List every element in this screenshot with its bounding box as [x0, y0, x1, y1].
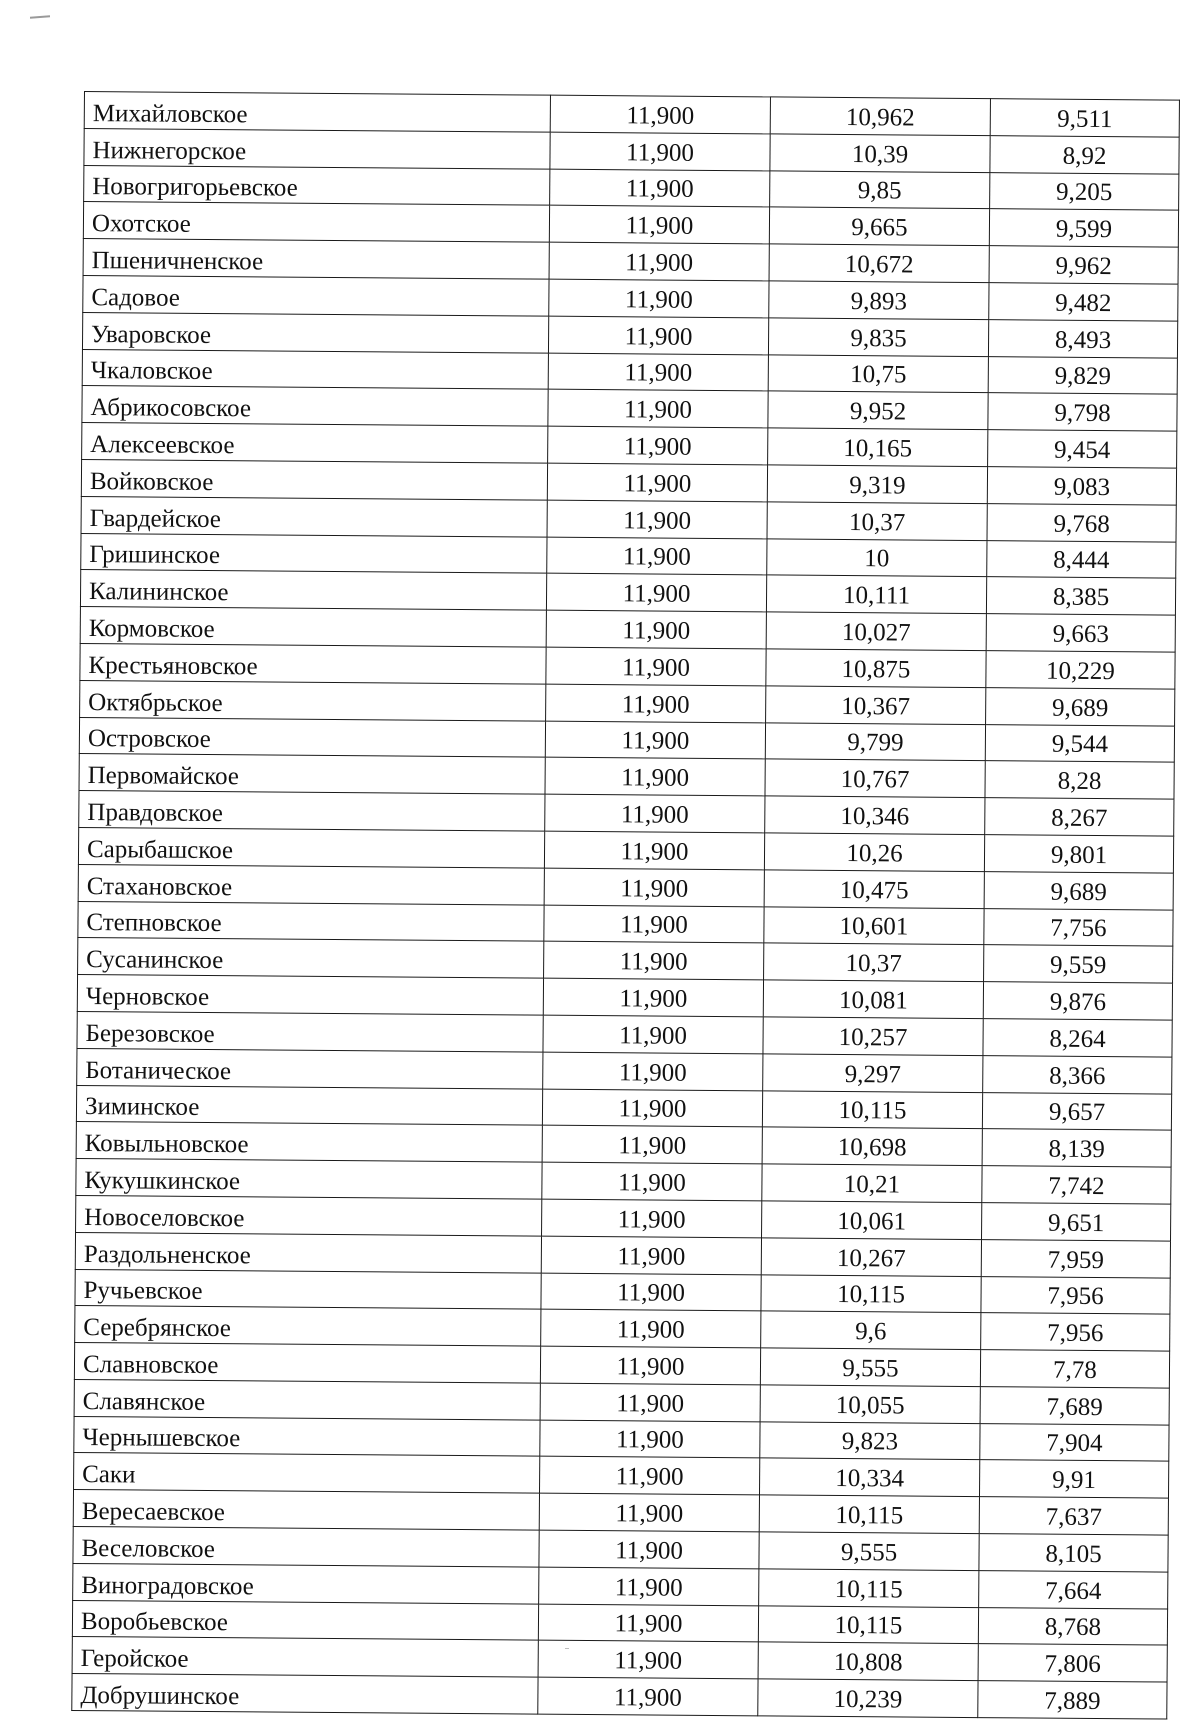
- value-2-cell: 9,799: [765, 722, 985, 761]
- value-2-cell: 10,26: [764, 833, 984, 872]
- value-1-cell: 11,900: [549, 242, 769, 281]
- value-3-cell: 7,689: [980, 1386, 1169, 1424]
- value-1-cell: 11,900: [539, 1493, 759, 1532]
- settlement-name-cell: Саки: [74, 1453, 540, 1493]
- settlement-name-cell: Гвардейское: [81, 496, 547, 536]
- value-1-cell: 11,900: [545, 721, 765, 760]
- settlements-table: [71, 91, 1180, 1720]
- value-3-cell: 9,544: [985, 724, 1174, 762]
- value-3-cell: 9,559: [984, 945, 1173, 983]
- value-2-cell: 10,767: [765, 759, 985, 798]
- value-3-cell: 8,267: [985, 798, 1174, 836]
- value-3-cell: 7,78: [980, 1350, 1169, 1388]
- value-3-cell: 9,454: [988, 430, 1177, 468]
- value-2-cell: 10,115: [762, 1090, 982, 1129]
- value-1-cell: 11,900: [544, 905, 764, 944]
- value-2-cell: 10,875: [766, 649, 986, 688]
- value-1-cell: 11,900: [547, 463, 767, 502]
- value-1-cell: 11,900: [541, 1236, 761, 1275]
- value-1-cell: 11,900: [544, 941, 764, 980]
- value-3-cell: 9,829: [988, 356, 1177, 394]
- value-2-cell: 10,21: [762, 1164, 982, 1203]
- value-2-cell: 10,165: [768, 428, 988, 467]
- value-2-cell: 9,555: [759, 1532, 979, 1571]
- value-2-cell: 10,39: [770, 134, 990, 173]
- value-1-cell: 11,900: [539, 1530, 759, 1569]
- settlement-name-cell: Пшеничненское: [83, 239, 549, 279]
- settlement-name-cell: Степновское: [78, 901, 544, 941]
- value-2-cell: 10,239: [758, 1679, 978, 1718]
- value-1-cell: 11,900: [549, 279, 769, 318]
- value-1-cell: 11,900: [546, 574, 766, 613]
- value-2-cell: 10,115: [759, 1495, 979, 1534]
- value-3-cell: 7,956: [981, 1313, 1170, 1351]
- value-1-cell: 11,900: [540, 1346, 760, 1385]
- value-1-cell: 11,900: [547, 500, 767, 539]
- settlement-name-cell: Добрушинское: [72, 1674, 538, 1714]
- value-2-cell: 10,75: [768, 354, 988, 393]
- settlement-name-cell: Серебрянское: [75, 1306, 541, 1346]
- settlement-name-cell: Раздольненское: [75, 1232, 541, 1272]
- value-1-cell: 11,900: [547, 537, 767, 576]
- value-2-cell: 10,808: [758, 1642, 978, 1681]
- value-2-cell: 10,115: [761, 1274, 981, 1313]
- settlement-name-cell: Чернышевское: [74, 1416, 540, 1456]
- value-3-cell: 9,768: [987, 503, 1176, 541]
- value-2-cell: 10,257: [763, 1017, 983, 1056]
- value-3-cell: 8,264: [983, 1019, 1172, 1057]
- settlement-name-cell: Воробьевское: [72, 1600, 538, 1640]
- value-2-cell: 9,823: [760, 1422, 980, 1461]
- settlement-name-cell: Новогригорьевское: [84, 165, 550, 205]
- value-3-cell: 8,139: [982, 1129, 1171, 1167]
- settlement-name-cell: Славновское: [74, 1343, 540, 1383]
- value-3-cell: 9,91: [979, 1460, 1168, 1498]
- value-2-cell: 9,85: [770, 170, 990, 209]
- settlement-name-cell: Калининское: [80, 570, 546, 610]
- settlement-name-cell: Виноградовское: [73, 1563, 539, 1603]
- value-3-cell: 7,742: [982, 1166, 1171, 1204]
- settlement-name-cell: Сарыбашское: [78, 827, 544, 867]
- value-3-cell: 9,689: [986, 687, 1175, 725]
- settlement-name-cell: Черновское: [77, 975, 543, 1015]
- value-1-cell: 11,900: [548, 316, 768, 355]
- settlement-name-cell: Березовское: [77, 1011, 543, 1051]
- value-2-cell: 10,37: [764, 943, 984, 982]
- value-1-cell: 11,900: [541, 1309, 761, 1348]
- settlement-name-cell: Славянское: [74, 1379, 540, 1419]
- settlement-name-cell: Вересаевское: [73, 1490, 539, 1530]
- value-2-cell: 9,952: [768, 391, 988, 430]
- value-3-cell: 9,482: [989, 283, 1178, 321]
- value-2-cell: 9,893: [769, 281, 989, 320]
- settlement-name-cell: Кормовское: [80, 607, 546, 647]
- value-1-cell: 11,900: [548, 353, 768, 392]
- value-3-cell: 9,689: [984, 871, 1173, 909]
- value-3-cell: 9,801: [984, 835, 1173, 873]
- value-1-cell: 11,900: [546, 610, 766, 649]
- settlement-name-cell: Первомайское: [79, 754, 545, 794]
- value-1-cell: 11,900: [546, 647, 766, 686]
- value-2-cell: 9,555: [760, 1348, 980, 1387]
- value-3-cell: 9,962: [989, 246, 1178, 284]
- value-2-cell: 10,475: [764, 870, 984, 909]
- settlement-name-cell: Крестьяновское: [80, 643, 546, 683]
- value-1-cell: 11,900: [548, 426, 768, 465]
- value-1-cell: 11,900: [542, 1162, 762, 1201]
- value-2-cell: 9,665: [769, 207, 989, 246]
- table-row: [72, 1674, 1167, 1719]
- value-2-cell: 9,6: [761, 1311, 981, 1350]
- settlement-name-cell: Уваровское: [82, 312, 548, 352]
- value-2-cell: 9,835: [768, 318, 988, 357]
- value-3-cell: 8,105: [979, 1534, 1168, 1572]
- document-page: [71, 91, 1176, 1720]
- value-3-cell: 8,444: [987, 540, 1176, 578]
- settlement-name-cell: Абрикосовское: [82, 386, 548, 426]
- value-2-cell: 10,115: [758, 1606, 978, 1645]
- scan-artifact-dot: [565, 1648, 569, 1649]
- value-3-cell: 7,959: [981, 1239, 1170, 1277]
- value-3-cell: 9,798: [988, 393, 1177, 431]
- settlement-name-cell: Веселовское: [73, 1527, 539, 1567]
- settlement-name-cell: Михайловское: [84, 92, 550, 132]
- value-3-cell: 8,28: [985, 761, 1174, 799]
- settlement-name-cell: Садовое: [83, 275, 549, 315]
- settlement-name-cell: Зиминское: [76, 1085, 542, 1125]
- value-2-cell: 10,061: [762, 1201, 982, 1240]
- settlement-name-cell: Геройское: [72, 1637, 538, 1677]
- value-1-cell: 11,900: [541, 1273, 761, 1312]
- value-1-cell: 11,900: [550, 169, 770, 208]
- value-2-cell: 10,111: [766, 575, 986, 614]
- value-1-cell: 11,900: [539, 1457, 759, 1496]
- value-1-cell: 11,900: [538, 1641, 758, 1680]
- settlement-name-cell: Кукушкинское: [76, 1159, 542, 1199]
- value-3-cell: 7,806: [978, 1644, 1167, 1682]
- value-2-cell: 10,698: [762, 1127, 982, 1166]
- value-2-cell: 10,055: [760, 1385, 980, 1424]
- value-2-cell: 10,115: [759, 1569, 979, 1608]
- table-body: [72, 92, 1180, 1720]
- value-2-cell: 10: [767, 538, 987, 577]
- settlement-name-cell: Охотское: [83, 202, 549, 242]
- value-3-cell: 8,366: [983, 1055, 1172, 1093]
- settlement-name-cell: Правдовское: [79, 791, 545, 831]
- value-2-cell: 9,319: [767, 465, 987, 504]
- value-1-cell: 11,900: [542, 1089, 762, 1128]
- value-1-cell: 11,900: [545, 794, 765, 833]
- settlement-name-cell: Нижнегорское: [84, 128, 550, 168]
- settlement-name-cell: Гришинское: [81, 533, 547, 573]
- value-3-cell: 8,92: [990, 135, 1179, 173]
- value-3-cell: 9,511: [990, 99, 1179, 137]
- value-3-cell: 7,956: [981, 1276, 1170, 1314]
- value-1-cell: 11,900: [543, 1052, 763, 1091]
- value-3-cell: 9,205: [990, 172, 1179, 210]
- value-3-cell: 7,664: [979, 1570, 1168, 1608]
- value-3-cell: 9,599: [989, 209, 1178, 247]
- settlement-name-cell: Алексеевское: [82, 423, 548, 463]
- value-1-cell: 11,900: [545, 757, 765, 796]
- value-1-cell: 11,900: [540, 1420, 760, 1459]
- value-3-cell: 9,083: [987, 467, 1176, 505]
- settlement-name-cell: Ботаническое: [77, 1048, 543, 1088]
- value-1-cell: 11,900: [543, 978, 763, 1017]
- value-1-cell: 11,900: [548, 390, 768, 429]
- value-1-cell: 11,900: [543, 1015, 763, 1054]
- settlement-name-cell: Ковыльновское: [76, 1122, 542, 1162]
- value-2-cell: 9,297: [763, 1054, 983, 1093]
- scan-artifact-mark: [30, 15, 50, 18]
- value-1-cell: 11,900: [542, 1199, 762, 1238]
- value-3-cell: 7,889: [978, 1681, 1167, 1719]
- value-3-cell: 7,904: [980, 1423, 1169, 1461]
- value-2-cell: 10,267: [761, 1238, 981, 1277]
- value-3-cell: 9,663: [986, 614, 1175, 652]
- value-2-cell: 10,37: [767, 502, 987, 541]
- value-3-cell: 9,657: [982, 1092, 1171, 1130]
- value-2-cell: 10,346: [765, 796, 985, 835]
- value-1-cell: 11,900: [546, 684, 766, 723]
- value-3-cell: 10,229: [986, 651, 1175, 689]
- value-1-cell: 11,900: [550, 95, 770, 134]
- value-3-cell: 8,768: [978, 1607, 1167, 1645]
- value-1-cell: 11,900: [549, 206, 769, 245]
- value-1-cell: 11,900: [550, 132, 770, 171]
- settlement-name-cell: Чкаловское: [82, 349, 548, 389]
- value-1-cell: 11,900: [540, 1383, 760, 1422]
- value-2-cell: 10,672: [769, 244, 989, 283]
- value-2-cell: 10,367: [766, 686, 986, 725]
- value-2-cell: 10,027: [766, 612, 986, 651]
- value-3-cell: 9,876: [983, 982, 1172, 1020]
- value-3-cell: 7,756: [984, 908, 1173, 946]
- value-1-cell: 11,900: [538, 1677, 758, 1716]
- value-2-cell: 10,334: [759, 1458, 979, 1497]
- settlement-name-cell: Войковское: [81, 459, 547, 499]
- settlement-name-cell: Островское: [79, 717, 545, 757]
- value-1-cell: 11,900: [538, 1604, 758, 1643]
- value-3-cell: 8,385: [986, 577, 1175, 615]
- value-1-cell: 11,900: [544, 868, 764, 907]
- settlement-name-cell: Новоселовское: [76, 1195, 542, 1235]
- value-2-cell: 10,962: [770, 97, 990, 136]
- settlement-name-cell: Сусанинское: [78, 938, 544, 978]
- value-3-cell: 8,493: [988, 319, 1177, 357]
- value-1-cell: 11,900: [539, 1567, 759, 1606]
- value-1-cell: 11,900: [544, 831, 764, 870]
- value-3-cell: 7,637: [979, 1497, 1168, 1535]
- value-2-cell: 10,601: [764, 906, 984, 945]
- value-3-cell: 9,651: [982, 1202, 1171, 1240]
- settlement-name-cell: Стахановское: [78, 864, 544, 904]
- settlement-name-cell: Октябрьское: [80, 680, 546, 720]
- value-2-cell: 10,081: [763, 980, 983, 1019]
- value-1-cell: 11,900: [542, 1125, 762, 1164]
- settlement-name-cell: Ручьевское: [75, 1269, 541, 1309]
